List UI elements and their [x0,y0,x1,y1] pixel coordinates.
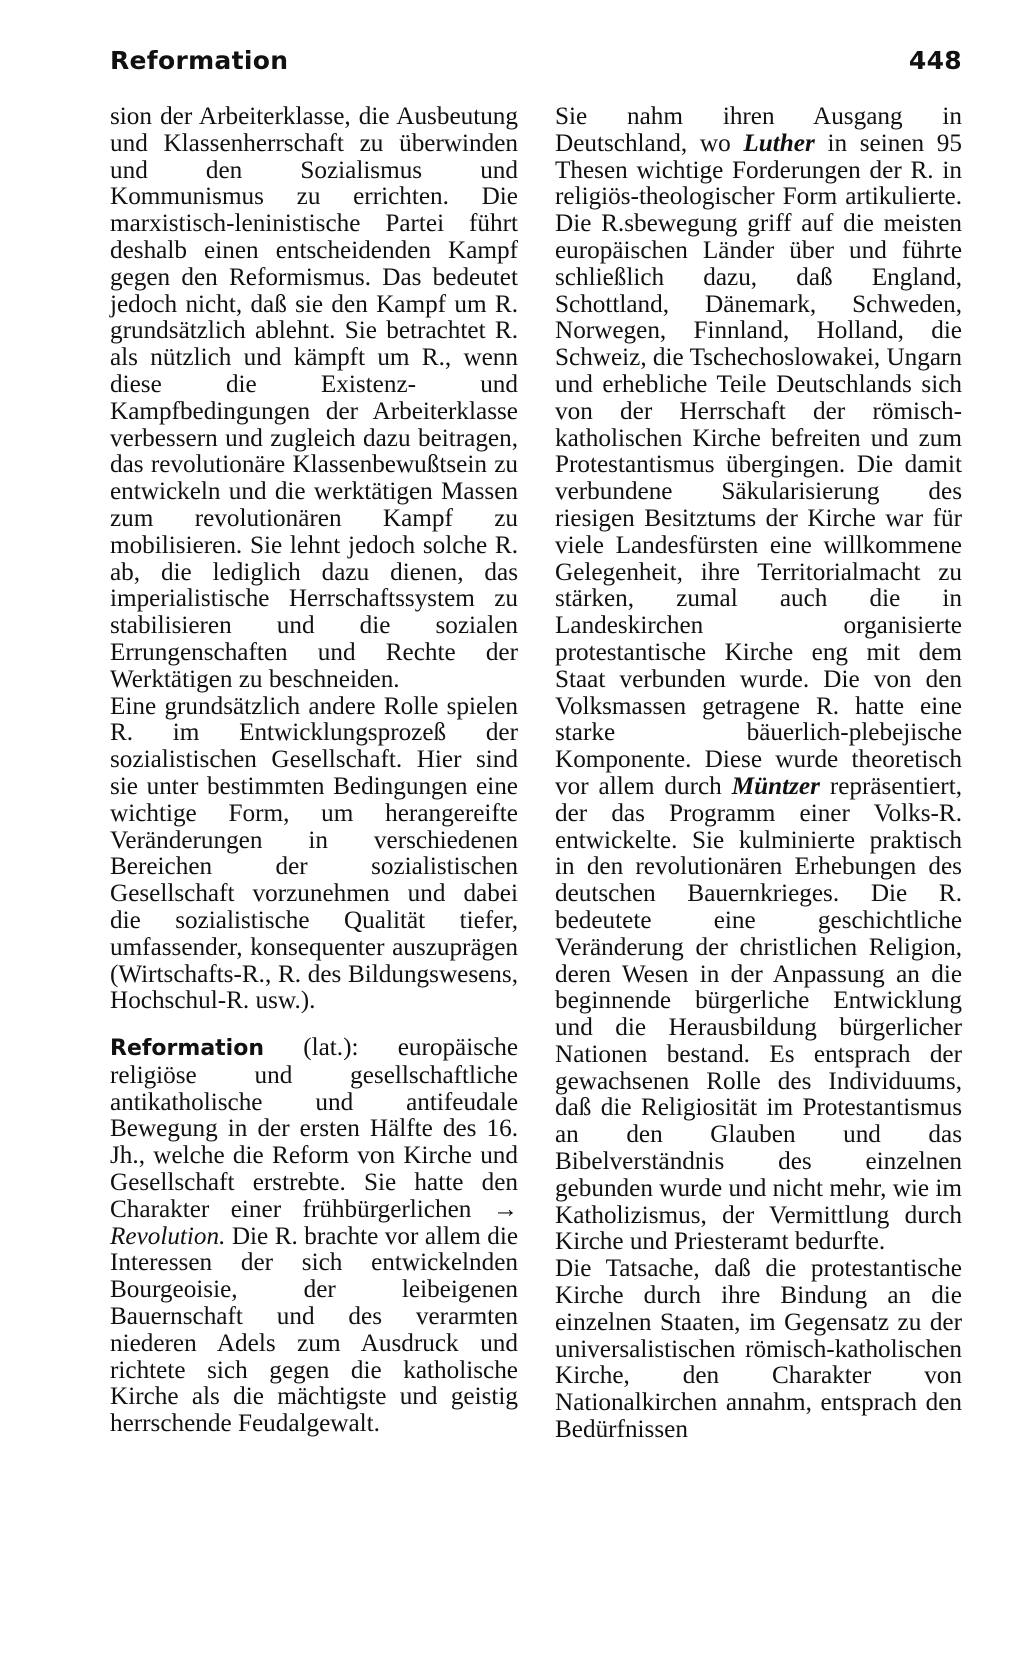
entry-lemma: Reformation [110,1036,264,1062]
paragraph-socialist-reforms: Eine grundsätzlich andere Rolle spielen R. im Entwicklungsprozeß der sozialistischen Gesellschaft. Hier sind sie unter bestimmten Bedingungen eine wichtige Form, um herangereifte Veränderungen in verschiedenen Bereichen der sozialistischen Gesellschaft vorzunehmen und dabei die sozialistische Qualität tiefer, umfassender, konsequenter auszuprägen (Wirtschafts-R., R. des Bildungswesens, Hochschul-R. usw.). [110,692,518,1015]
paragraph-reform-continued: sion der Arbeiterklasse, die Ausbeutung und Klassenherrschaft zu überwinden und den Sozialismus und Kommunismus zu errichten. Die marxistisch-leninistische Partei führt deshalb einen entscheidenden Kampf gegen den Reformismus. Das bedeutet jedoch nicht, daß sie den Kampf um R. grundsätzlich ablehnt. Sie betrachtet R. als nützlich und kämpft um R., wenn diese die Existenz- und Kampfbedingungen der Arbeiterklasse verbessern und zugleich dazu beitragen, das revolutionäre Klassenbewußtsein zu entwickeln und die werktätigen Massen zum revolutionären Kampf zu mobilisieren. Sie lehnt jedoch solche R. ab, die lediglich dazu dienen, das imperialistische Herrschaftssystem zu stabilisieren und die sozialen Errungenschaften und Rechte der Werktätigen zu beschneiden. [110,103,518,693]
left-column [110,104,518,1438]
section-title: Reformation [110,46,289,75]
cross-reference-revolution[interactable]: Revolution. [110,1222,226,1250]
name-muentzer: Müntzer [731,772,820,800]
paragraph-text-b: in seinen 95 Thesen wichtige Forderungen der R. in religiös-theologischer Form artikulierte. Die R.sbewegung griff auf die meisten europäischen Länder über und führte schließlich dazu, daß England, Schottland, Dänemark, Schweden, Norwegen, Finnland, Holland, die Schweiz, die Tschechoslowakei, Ungarn und erhebliche Teile Deutschlands sich von der Herrschaft der römisch-katholischen Kirche befreiten und zum Protestantismus übergingen. Die damit verbundene Säkularisierung des riesigen Besitztums der Kirche war für viele Landesfürsten eine willkommene Gelegenheit, ihre Territorialmacht zu stärken, zumal auch die in Landeskirchen organisierte protestantische Kirche eng mit dem Staat verbunden wurde. Die von den Volksmassen getragene R. hatte eine starke bäuerlich-plebejische Komponente. Diese wurde theoretisch vor allem durch [555,129,962,800]
cross-reference-arrow: → [492,1195,518,1223]
name-luther: Luther [743,129,815,157]
paragraph-national-churches: Die Tatsache, daß die protestantische Kirche durch ihre Bindung an die einzelnen Staaten, im Gegensatz zu der universalistischen römisch-katholischen Kirche, den Charakter von Nationalkirchen annahm, entsprach den Bedürfnissen [555,1255,962,1444]
right-column [555,104,962,1444]
dictionary-entry-reformation [110,1035,518,1438]
entry-text-b: Die R. brachte vor allem die Interessen der sich entwickelnden Bourgeoisie, der leibeigenen Bauernschaft und des verarmten niederen Adels zum Ausdruck und richtete sich gegen die katholische Kirche als die mächtigste und geistig herrschende Feudalgewalt. [110,1222,518,1438]
paragraph-text-c: repräsentiert, der das Programm einer Volks-R. entwickelte. Sie kulminierte praktisch in den revolutionären Erhebungen des deutschen Bauernkrieges. Die R. bedeutete eine geschichtliche Veränderung der christlichen Religion, deren Wesen in der Anpassung an die beginnende bürgerliche Entwicklung und die Herausbildung bürgerlicher Nationen bestand. Es entsprach der gewachsenen Rolle des Individuums, daß die Religiosität im Protestantismus an den Glauben und das Bibelverständnis des einzelnen gebunden wurde und nicht mehr, wie im Katholizismus, der Vermittlung durch Kirche und Priesteramt bedurfte. [555,772,962,1256]
page-number: 448 [908,46,962,75]
entry-text-a: (lat.): europäische religiöse und gesellschaftliche antikatholische und antifeudale Bewegung in der ersten Hälfte des 16. Jh., welche die Reform von Kirche und Gesellschaft erstrebte. Sie hatte den Charakter einer frühbürgerlichen [110,1034,518,1223]
paragraph-reformation-spread [555,104,962,1256]
paragraph-text-a: Sie nahm ihren Ausgang in Deutschland, wo [555,103,962,157]
